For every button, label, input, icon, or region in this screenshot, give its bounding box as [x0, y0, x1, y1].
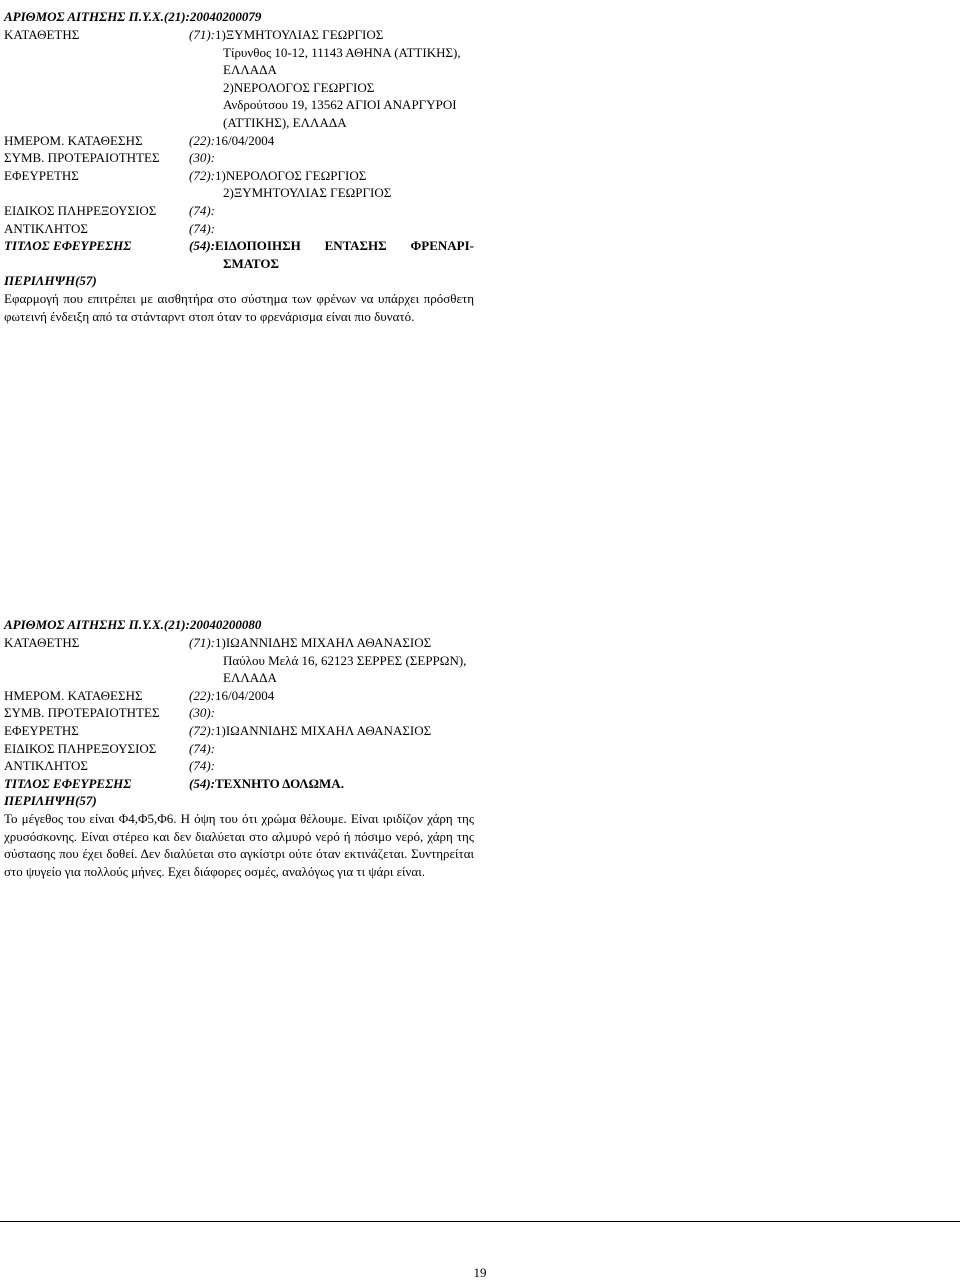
- substitute-label: ΑΝΤΙΚΛΗΤΟΣ: [4, 758, 88, 774]
- substitute-row: [4, 220, 474, 238]
- patent-entry-2: [4, 616, 474, 880]
- inventor-code: (72):: [189, 722, 215, 738]
- attorney-code: (74):: [189, 740, 215, 756]
- abstract-label: ΠΕΡΙΛΗΨΗ(57): [4, 793, 97, 809]
- applicant-code: (71):: [189, 27, 215, 42]
- abstract-label: ΠΕΡΙΛΗΨΗ(57): [4, 273, 97, 289]
- title-line-2: ΣΜΑΤΟΣ: [223, 255, 279, 271]
- inventor-line: 1)ΙΩΑΝΝΙΔΗΣ ΜΙΧΑΗΛ ΑΘΑΝΑΣΙΟΣ: [215, 722, 432, 738]
- applicant-line: 1)ΙΩΑΝΝΙΔΗΣ ΜΙΧΑΗΛ ΑΘΑΝΑΣΙΟΣ: [215, 635, 432, 650]
- title-line-1: ΕΙΔΟΠΟΙΗΣΗ ΕΝΤΑΣΗΣ ΦΡΕΝΑΡΙ-: [215, 238, 474, 254]
- applicant-line: 2)ΝΕΡΟΛΟΓΟΣ ΓΕΩΡΓΙΟΣ: [223, 79, 375, 95]
- applicant-line: ΕΛΛΑΔΑ: [223, 62, 277, 78]
- inventor-line: 1)ΝΕΡΟΛΟΓΟΣ ΓΕΩΡΓΙΟΣ: [215, 167, 367, 183]
- attorney-row: [4, 202, 474, 220]
- inventor-label: ΕΦΕΥΡΕΤΗΣ: [4, 167, 79, 183]
- inventor-line: 2)ΞΥΜΗΤΟΥΛΙΑΣ ΓΕΩΡΓΙΟΣ: [223, 185, 392, 201]
- filing-date-code: (22):: [189, 687, 215, 703]
- applicant-label: ΚΑΤΑΘΕΤΗΣ: [4, 635, 80, 650]
- applicant-line: 1)ΞΥΜΗΤΟΥΛΙΑΣ ΓΕΩΡΓΙΟΣ: [215, 27, 384, 42]
- title-row: [4, 775, 474, 793]
- applicant-line: Ανδρούτσου 19, 13562 ΑΓΙΟΙ ΑΝΑΡΓΥΡΟΙ: [223, 97, 457, 113]
- title-row: [4, 237, 474, 272]
- priority-code: (30):: [189, 705, 215, 721]
- attorney-row: [4, 740, 474, 758]
- applicant-line: Παύλου Μελά 16, 62123 ΣΕΡΡΕΣ (ΣΕΡΡΩΝ),: [223, 652, 467, 668]
- inventor-code: (72):: [189, 167, 215, 183]
- patent-entry-1: [4, 8, 474, 325]
- title-label: ΤΙΤΛΟΣ ΕΦΕΥΡΕΣΗΣ: [4, 238, 132, 254]
- filing-date-value: 16/04/2004: [215, 132, 275, 148]
- applicant-code: (71):: [189, 635, 215, 650]
- application-number: ΑΡΙΘΜΟΣ ΑΙΤΗΣΗΣ Π.Υ.Χ.(21):20040200079: [4, 9, 262, 24]
- applicant-line: Τίρυνθος 10-12, 11143 ΑΘΗΝΑ (ΑΤΤΙΚΗΣ),: [223, 44, 461, 60]
- priority-row: [4, 149, 474, 167]
- application-number: ΑΡΙΘΜΟΣ ΑΙΤΗΣΗΣ Π.Υ.Χ.(21):20040200080: [4, 617, 262, 632]
- substitute-label: ΑΝΤΙΚΛΗΤΟΣ: [4, 220, 88, 236]
- substitute-code: (74):: [189, 758, 215, 774]
- abstract-text: Το μέγεθος του είναι Φ4,Φ5,Φ6. Η όψη του ότι χρώμα θέλουμε. Είναι ιριδίζον χάρη της χρυσόσκονης. Είναι στέρεο και δεν διαλύεται στο αλμυρό νερό ή πόσιμο νερό, χάρη της σύστασης που έχει δοθεί. Δεν διαλύεται στο αγκίστρι ούτε όταν εκτινάζεται. Συντηρείται στο ψυγείο για πολλούς μήνες. Εχει διάφορες οσμές, αναλόγως για τι ψάρι είναι.: [4, 810, 474, 879]
- priority-label: ΣΥΜΒ. ΠΡΟΤΕΡΑΙΟΤΗΤΕΣ: [4, 705, 160, 721]
- attorney-code: (74):: [189, 202, 215, 218]
- filing-date-row: [4, 687, 474, 705]
- attorney-label: ΕΙΔΙΚΟΣ ΠΛΗΡΕΞΟΥΣΙΟΣ: [4, 202, 157, 218]
- page-number: 19: [473, 1265, 487, 1280]
- filing-date-code: (22):: [189, 132, 215, 148]
- inventor-row: [4, 167, 474, 202]
- priority-row: [4, 704, 474, 722]
- applicant-value: [189, 26, 474, 132]
- inventor-row: [4, 722, 474, 740]
- substitute-row: [4, 757, 474, 775]
- title-label: ΤΙΤΛΟΣ ΕΦΕΥΡΕΣΗΣ: [4, 775, 132, 791]
- filing-date-row: [4, 132, 474, 150]
- filing-date-value: 16/04/2004: [215, 687, 275, 703]
- inventor-label: ΕΦΕΥΡΕΤΗΣ: [4, 722, 79, 738]
- applicant-line: (ΑΤΤΙΚΗΣ), ΕΛΛΑΔΑ: [223, 114, 347, 130]
- filing-date-label: ΗΜΕΡΟΜ. ΚΑΤΑΘΕΣΗΣ: [4, 687, 143, 703]
- abstract-text: Εφαρμογή που επιτρέπει με αισθητήρα στο σύστημα των φρένων να υπάρχει πρόσθετη φωτεινή ένδειξη από τα στάνταρντ στοπ όταν το φρενάρισμα είναι πιο δυνατό.: [4, 290, 474, 324]
- title-code: (54):: [189, 238, 215, 254]
- footer-rule: [0, 1221, 960, 1222]
- applicant-label: ΚΑΤΑΘΕΤΗΣ: [4, 27, 80, 42]
- priority-label: ΣΥΜΒ. ΠΡΟΤΕΡΑΙΟΤΗΤΕΣ: [4, 150, 160, 166]
- title-code: (54):: [189, 775, 215, 791]
- substitute-code: (74):: [189, 220, 215, 236]
- attorney-label: ΕΙΔΙΚΟΣ ΠΛΗΡΕΞΟΥΣΙΟΣ: [4, 740, 157, 756]
- title-line-1: ΤΕΧΝΗΤΟ ΔΟΛΩΜΑ.: [215, 775, 344, 791]
- filing-date-label: ΗΜΕΡΟΜ. ΚΑΤΑΘΕΣΗΣ: [4, 132, 143, 148]
- applicant-row: [4, 634, 474, 687]
- applicant-line: ΕΛΛΑΔΑ: [223, 670, 277, 686]
- applicant-row: [4, 26, 474, 132]
- priority-code: (30):: [189, 150, 215, 166]
